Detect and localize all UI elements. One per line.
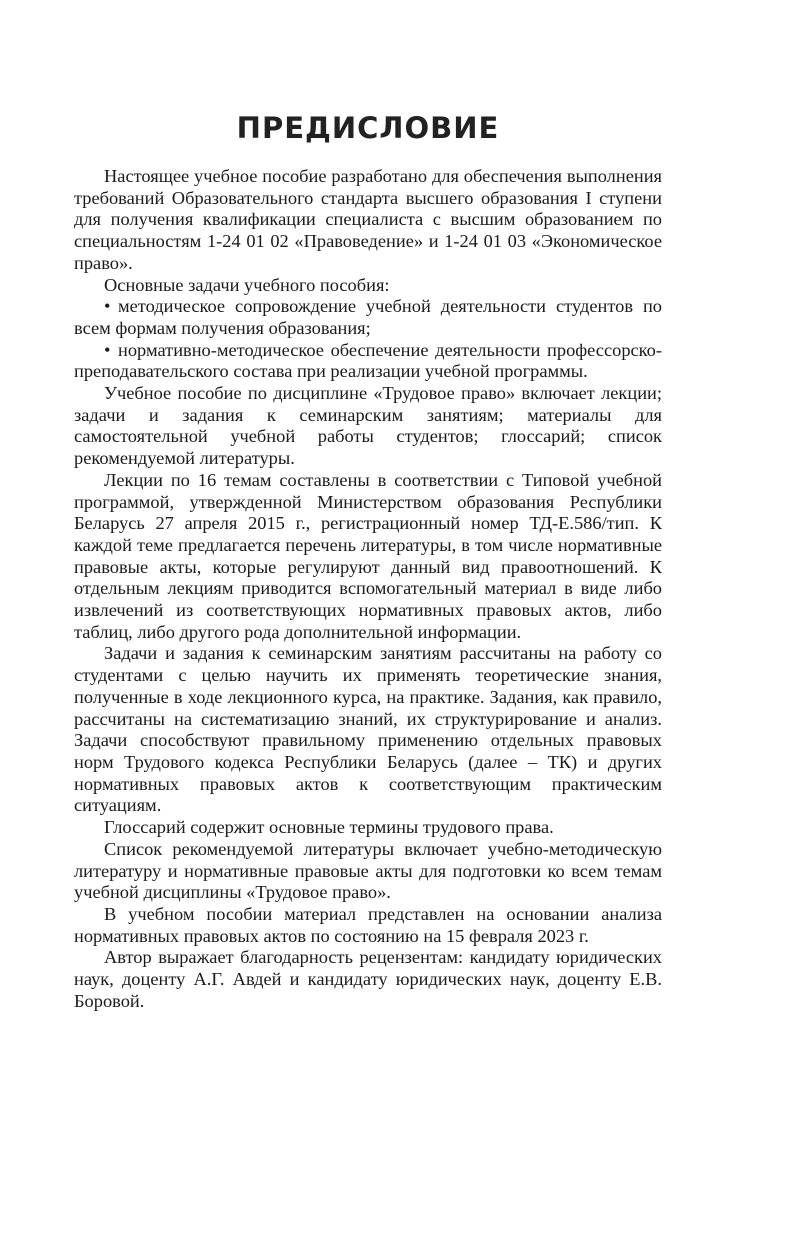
paragraph-intro: Настоящее учебное пособие разработано для обеспечения выполнения требований Образовательного стандарта высшего образования I ступени для получения квалификации специалиста с высшим образованием по специальностям 1-24 01 02 «Правоведение» и 1-24 01 03 «Экономическое право».: [74, 166, 662, 273]
paragraph-date: В учебном пособии материал представлен на основании анализа нормативных правовых актов по состоянию на 15 февраля 2023 г.: [74, 903, 662, 946]
paragraph-contents: Учебное пособие по дисциплине «Трудовое право» включает лекции; задачи и задания к семинарским занятиям; материалы для самостоятельной учебной работы студентов; глоссарий; список рекомендуемой литературы.: [74, 383, 662, 469]
paragraph-lectures: Лекции по 16 темам составлены в соответствии с Типовой учебной программой, утвержденной Министерством образования Республики Беларусь 27 апреля 2015 г., регистрационный номер ТД-Е.586/тип. К каждой теме предлагается перечень литературы, в том числе нормативные правовые акты, которые регулируют данный вид правоотношений. К отдельным лекциям приводится вспомогательный материал в виде либо извлечений из соответствующих нормативных правовых актов, либо таблиц, либо другого рода дополнительной информации.: [74, 469, 662, 642]
document-page: [74, 100, 662, 1012]
bullet-item: [74, 340, 662, 383]
paragraph-tasks: Задачи и задания к семинарским занятиям рассчитаны на работу со студентами с целью научить их применять теоретические знания, полученные в ходе лекционного курса, на практике. Задания, как правило, рассчитаны на систематизацию знаний, их структурирование и анализ. Задачи способствуют правильному применению отдельных правовых норм Трудового кодекса Республики Беларусь (далее – ТК) и других нормативных правовых актов к соответствующим практическим ситуациям.: [74, 643, 662, 816]
bullet-mark: •: [104, 339, 111, 360]
paragraph-tasks-heading: Основные задачи учебного пособия:: [104, 274, 390, 295]
bullet-mark: •: [104, 296, 111, 317]
bullet-text: методическое сопровождение учебной деятельности студентов по всем формам получения образования;: [74, 296, 662, 338]
paragraph-literature: Список рекомендуемой литературы включает учебно-методическую литературу и нормативные правовые акты для подготовки ко всем темам учебной дисциплины «Трудовое право».: [74, 838, 662, 903]
page-title: ПРЕДИСЛОВИЕ: [236, 111, 500, 145]
bullet-item: [74, 296, 662, 339]
paragraph-glossary: Глоссарий содержит основные термины трудового права.: [104, 817, 554, 838]
bullet-text: нормативно-методическое обеспечение деятельности профессорско-преподавательского состава при реализации учебной программы.: [74, 339, 662, 382]
paragraph-acknowledgements: Автор выражает благодарность рецензентам: кандидату юридических наук, доценту А.Г. Авдей и кандидату юридических наук, доценту Е.В. Боровой.: [74, 947, 662, 1011]
